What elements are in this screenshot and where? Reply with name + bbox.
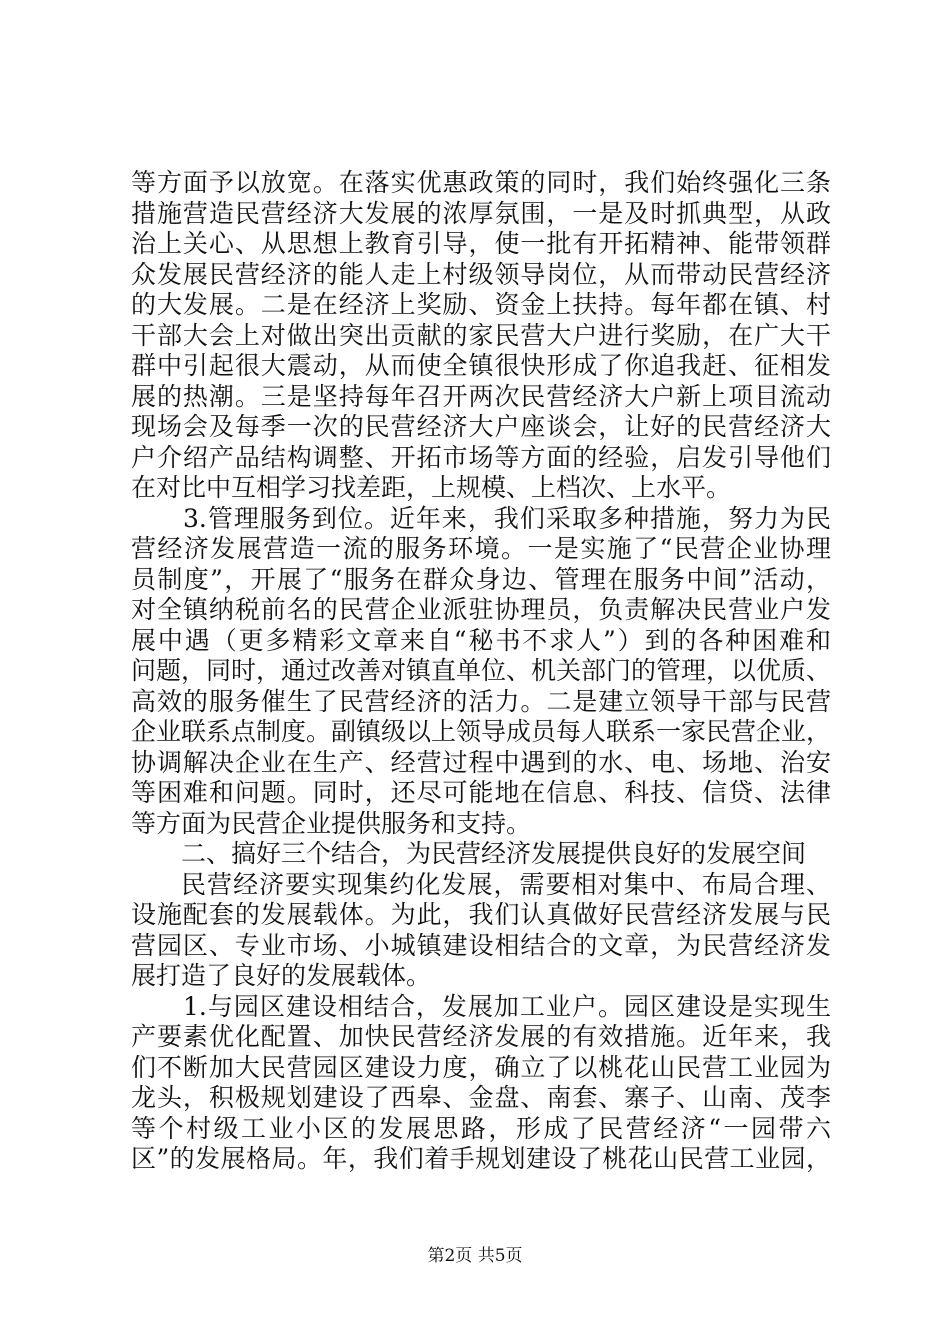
text-line: 户介绍产品结构调整、开拓市场等方面的经验，启发引导他们: [131, 443, 831, 472]
text-line: 对全镇纳税前名的民营企业派驻协理员，负责解决民营业户发: [131, 595, 831, 624]
text-line: 展的热潮。三是坚持每年召开两次民营经济大户新上项目流动: [131, 382, 831, 411]
section-heading: 二、搞好三个结合，为民营经济发展提供良好的发展空间: [181, 839, 807, 868]
text-line: 3.管理服务到位。近年来，我们采取多种措施，努力为民: [183, 504, 831, 533]
text-line: 等方面予以放宽。在落实优惠政策的同时，我们始终强化三条: [131, 168, 831, 197]
text-line: 协调解决企业在生产、经营过程中遇到的水、电、场地、治安: [131, 748, 831, 777]
text-line: 产要素优化配置、加快民营经济发展的有效措施。近年来，我: [131, 1022, 831, 1051]
text-line: 在对比中互相学习找差距，上规模、上档次、上水平。: [131, 473, 732, 502]
text-line: 1.与园区建设相结合，发展加工业户。园区建设是实现生: [183, 992, 831, 1021]
text-line: 众发展民营经济的能人走上村级领导岗位，从而带动民营经济: [131, 260, 831, 289]
text-line: 营经济发展营造一流的服务环境。一是实施了“民营企业协理: [131, 534, 831, 563]
text-line: 高效的服务催生了民营经济的活力。二是建立领导干部与民营: [131, 687, 831, 716]
text-line: 展中遇（更多精彩文章来自“秘书不求人”）到的各种困难和: [131, 626, 831, 655]
text-line: 民营经济要实现集约化发展，需要相对集中、布局合理、: [181, 870, 831, 899]
text-line: 区”的发展格局。年，我们着手规划建设了桃花山民营工业园，: [131, 1144, 831, 1173]
text-line: 等个村级工业小区的发展思路，形成了民营经济“一园带六: [131, 1114, 831, 1143]
page-footer: 第2页 共5页: [427, 1246, 523, 1266]
text-line: 等方面为民营企业提供服务和支持。: [131, 809, 532, 838]
text-line: 措施营造民营经济大发展的浓厚氛围，一是及时抓典型，从政: [131, 199, 831, 228]
text-line: 群中引起很大震动，从而使全镇很快形成了你追我赶、征相发: [131, 351, 831, 380]
text-line: 问题，同时，通过改善对镇直单位、机关部门的管理，以优质、: [131, 656, 832, 685]
text-line: 展打造了良好的发展载体。: [131, 961, 432, 990]
text-line: 设施配套的发展载体。为此，我们认真做好民营经济发展与民: [131, 900, 831, 929]
text-line: 企业联系点制度。副镇级以上领导成员每人联系一家民营企业，: [131, 717, 832, 746]
text-line: 龙头，积极规划建设了西皋、金盘、南套、寨子、山南、茂李: [131, 1083, 831, 1112]
text-line: 现场会及每季一次的民营经济大户座谈会，让好的民营经济大: [131, 412, 831, 441]
text-line: 治上关心、从思想上教育引导，使一批有开拓精神、能带领群: [131, 229, 831, 258]
text-line: 员制度”，开展了“服务在群众身边、管理在服务中间”活动，: [131, 565, 831, 594]
text-line: 的大发展。二是在经济上奖励、资金上扶持。每年都在镇、村: [131, 290, 831, 319]
text-line: 营园区、专业市场、小城镇建设相结合的文章，为民营经济发: [131, 931, 831, 960]
text-line: 等困难和问题。同时，还尽可能地在信息、科技、信贷、法律: [131, 778, 831, 807]
text-line: 干部大会上对做出突出贡献的家民营大户进行奖励，在广大干: [131, 321, 831, 350]
text-line: 们不断加大民营园区建设力度，确立了以桃花山民营工业园为: [131, 1053, 831, 1082]
